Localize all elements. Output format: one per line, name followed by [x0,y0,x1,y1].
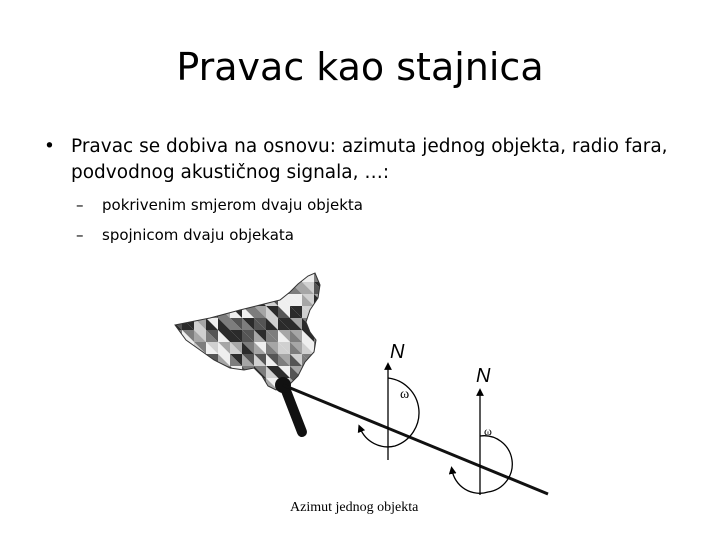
land-tile [326,318,338,330]
land-tile [170,366,182,378]
land-tile [278,282,290,294]
land-tile [206,390,218,402]
subbullet-text: pokrivenim smjerom dvaju objekta [102,196,363,214]
land-tile [326,282,338,294]
land-tile [242,378,254,390]
bullet-main [44,134,684,186]
land-tile [170,306,182,318]
land-tile [182,378,194,390]
land-tile [254,270,266,282]
land-tile [254,282,266,294]
land-tile [254,390,266,402]
land-tile [314,318,326,330]
land-tile [194,306,206,318]
land-tile [218,378,230,390]
land-tile [170,342,182,354]
land-tile [278,282,290,294]
land-tile [242,366,254,378]
land-tile [266,282,278,294]
land-tile [242,390,254,402]
land-tile [182,390,194,402]
land-tile [206,390,218,402]
figure-caption: Azimut jednog objekta [290,500,419,515]
land-tile [194,378,206,390]
land-tile [170,390,182,402]
land-tile [182,378,194,390]
land-tile [182,354,194,366]
land-tile [302,378,314,390]
land-tile [326,330,338,342]
land-tile [242,270,254,282]
land-tile [230,294,242,306]
angle-label-2: ω [484,424,492,438]
land-tile [302,378,314,390]
land-tile [314,318,326,330]
land-tile [182,366,194,378]
land-tile [326,378,338,390]
land-tile [278,270,290,282]
land-tile [314,306,326,318]
subbullet-marker: – [76,226,84,244]
land-tile [206,282,218,294]
land-tile [194,378,206,390]
land-tile [230,270,242,282]
land-tile [218,270,230,282]
subbullet-1 [76,194,676,216]
land-tile [314,378,326,390]
land-tile [170,378,182,390]
land-tile [326,390,338,402]
land-tile [326,270,338,282]
land-tile [206,294,218,306]
land-tile [326,378,338,390]
land-tile [266,390,278,402]
land-tile [182,390,194,402]
land-tile [326,318,338,330]
land-tile [266,390,278,402]
land-tile [170,342,182,354]
land-tile [230,294,242,306]
land-tile [326,294,338,306]
land-tile [266,294,278,306]
land-tile [326,366,338,378]
land-tile [242,270,254,282]
land-tile [194,282,206,294]
land-tile [194,306,206,318]
land-tile [230,282,242,294]
land-tile [194,282,206,294]
land-tile [170,282,182,294]
land-tile [242,390,254,402]
land-tile [326,342,338,354]
land-tile [194,270,206,282]
land-tile [170,270,182,282]
land-tile [230,378,242,390]
land-tile [218,378,230,390]
lighthouse-beam [285,388,302,432]
land-tile [170,282,182,294]
north-label-1: N [390,341,405,363]
subbullet-text: spojnicom dvaju objekata [102,226,294,244]
land-tile [218,294,230,306]
land-tile [326,270,338,282]
land-tile [326,366,338,378]
land-tile [206,378,218,390]
land-tile [194,366,206,378]
land-tile [230,390,242,402]
land-tile [326,306,338,318]
land-tile [314,294,326,306]
land-tile [218,294,230,306]
land-tile [230,378,242,390]
land-tile [170,366,182,378]
land-tile [218,366,230,378]
land-tile [254,282,266,294]
subbullet-marker: – [76,196,84,214]
land-tile [278,270,290,282]
land-tile [254,390,266,402]
land-tile [170,294,182,306]
land-tile [182,294,194,306]
land-tile [314,366,326,378]
land-tile [218,282,230,294]
north-label-2: N [476,365,491,387]
azimuth-arc-2 [452,436,512,494]
land-tile [170,378,182,390]
land-tile [266,270,278,282]
land-tile [182,270,194,282]
land-tile [194,390,206,402]
land-tile [170,306,182,318]
slide-title: Pravac kao stajnica [176,45,544,89]
angle-label-1: ω [400,387,410,402]
land-tile [218,282,230,294]
land-tile [326,354,338,366]
land-tile [182,306,194,318]
land-tile [326,390,338,402]
land-tile [290,270,302,282]
land-tile [314,378,326,390]
land-tile [290,270,302,282]
land-tile [206,378,218,390]
land-tile [218,366,230,378]
land-tile [170,390,182,402]
land-tile [230,270,242,282]
land-tile [194,366,206,378]
azimuth-arc-1 [360,378,419,447]
land-tile [314,366,326,378]
land-tile [194,390,206,402]
land-tile [314,354,326,366]
land-tile [218,306,230,318]
land-tile [206,270,218,282]
land-tile [266,270,278,282]
land-tile [182,282,194,294]
land-tile [194,294,206,306]
land-tile [218,270,230,282]
land-tile [218,390,230,402]
land-tile [206,366,218,378]
land-tile [242,282,254,294]
land-tile [206,366,218,378]
land-tile [206,270,218,282]
land-tile [266,282,278,294]
land-tile [326,306,338,318]
land-tile [194,294,206,306]
land-tile [182,342,194,354]
land-tile [170,294,182,306]
land-tile [170,270,182,282]
land-tile [254,270,266,282]
land-tile [302,366,314,378]
land-tile [206,282,218,294]
land-tile [194,270,206,282]
land-tile [218,390,230,402]
land-tile [326,330,338,342]
land-tile [314,306,326,318]
land-tile [182,354,194,366]
land-tile [242,378,254,390]
land-tile [242,282,254,294]
land-tile [170,354,182,366]
land-tile [194,354,206,366]
land-tile [230,282,242,294]
land-tile [326,342,338,354]
land-tile [182,366,194,378]
land-tile [326,354,338,366]
land-tile [170,354,182,366]
land-tile [326,282,338,294]
land-tile [182,294,194,306]
land-tile [326,294,338,306]
land-tile [194,354,206,366]
land-tile [182,282,194,294]
land-tile [182,270,194,282]
bullet-marker: • [44,136,55,157]
subbullet-2 [76,224,676,246]
land-tile [242,294,254,306]
land-tile [206,294,218,306]
azimuth-diagram [170,270,570,530]
land-tile [314,354,326,366]
land-tile [182,306,194,318]
land-tile [230,390,242,402]
land-tile [242,294,254,306]
land-tile [302,366,314,378]
bullet-text: Pravac se dobiva na osnovu: azimuta jednog objekta, radio fara, podvodnog akustičnog signala, …: [71,136,668,183]
